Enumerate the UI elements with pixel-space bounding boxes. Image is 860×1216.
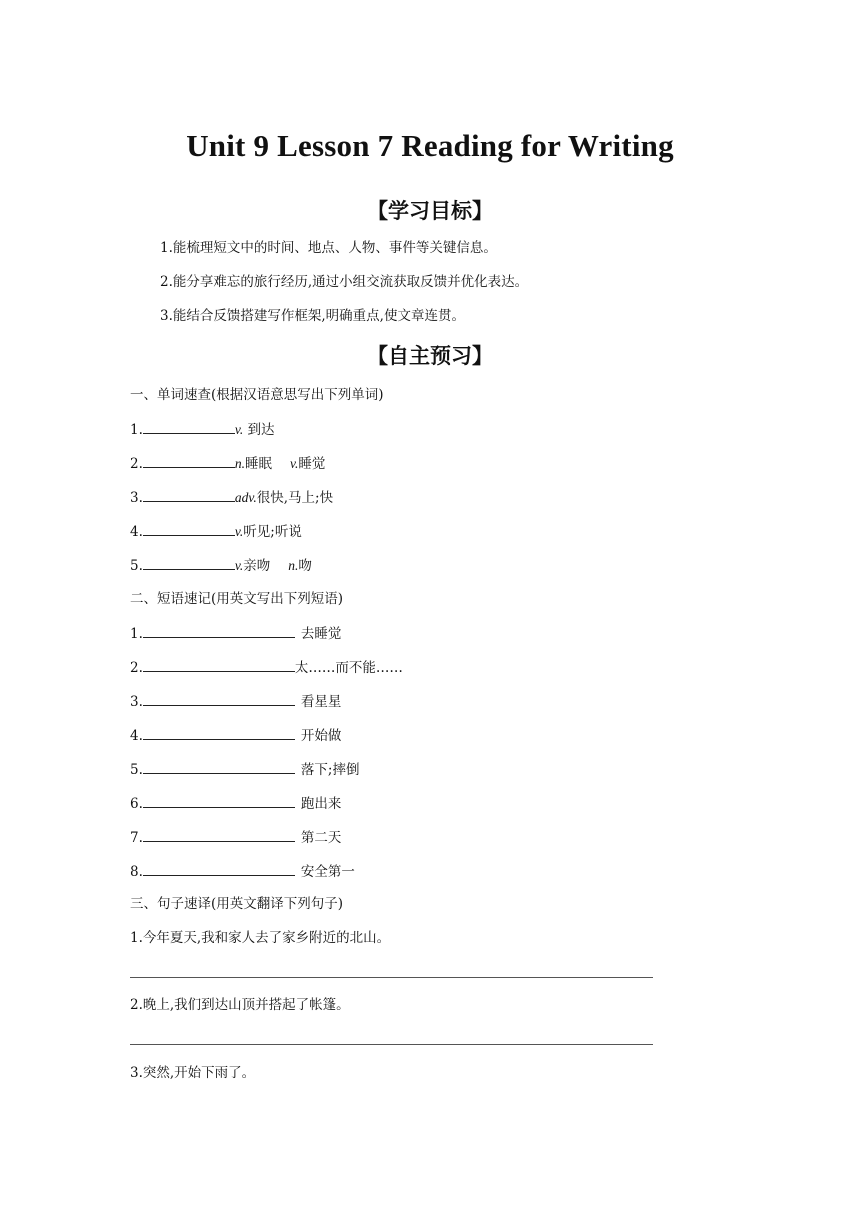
item-number: 5. [130, 762, 143, 778]
answer-blank[interactable] [143, 555, 235, 570]
phrase-meaning: 第二天 [300, 830, 342, 846]
phrase-meaning: 安全第一 [300, 864, 355, 880]
vocab-heading: 一、单词速查(根据汉语意思写出下列单词) [130, 387, 384, 403]
definition: 吻 [298, 558, 312, 574]
part-of-speech: v. [290, 456, 299, 471]
item-number: 4. [130, 728, 143, 744]
item-number: 8. [130, 864, 143, 880]
phrase-meaning: 看星星 [300, 694, 342, 710]
phrase-meaning: 落下;摔倒 [300, 762, 360, 778]
definition: 亲吻 [243, 558, 271, 574]
sentence-item: 2.晚上,我们到达山顶并搭起了帐篷。 [130, 997, 350, 1013]
item-number: 2. [130, 660, 143, 676]
sentence-item: 3.突然,开始下雨了。 [130, 1065, 256, 1081]
answer-line[interactable] [130, 1044, 653, 1045]
answer-blank[interactable] [143, 759, 295, 774]
vocab-item [130, 487, 333, 508]
answer-blank[interactable] [143, 861, 295, 876]
objective-item: 2.能分享难忘的旅行经历,通过小组交流获取反馈并优化表达。 [160, 274, 529, 290]
vocab-item [130, 453, 325, 474]
objective-item: 1.能梳理短文中的时间、地点、人物、事件等关键信息。 [160, 240, 497, 256]
phrase-meaning: 开始做 [300, 728, 342, 744]
page-title: Unit 9 Lesson 7 Reading for Writing [186, 128, 674, 163]
answer-blank[interactable] [143, 827, 295, 842]
item-number: 2. [130, 456, 143, 472]
phrase-meaning: 跑出来 [300, 796, 342, 812]
part-of-speech: v. [234, 524, 244, 539]
item-number: 6. [130, 796, 143, 812]
definition: 睡觉 [298, 456, 326, 472]
phrase-meaning: 太……而不能…… [294, 660, 403, 676]
phrase-item [130, 759, 359, 780]
part-of-speech: n. [234, 456, 246, 471]
item-number: 7. [130, 830, 143, 846]
part-of-speech: v. [234, 558, 244, 573]
answer-blank[interactable] [143, 691, 295, 706]
vocab-item [130, 521, 302, 542]
item-number: 3. [130, 490, 143, 506]
answer-blank[interactable] [143, 623, 295, 638]
answer-blank[interactable] [143, 657, 295, 672]
vocab-item [130, 555, 312, 576]
definition: 听见;听说 [243, 524, 302, 540]
phrase-item [130, 657, 403, 678]
phrase-item [130, 827, 341, 848]
answer-blank[interactable] [143, 521, 235, 536]
sentences-heading: 三、句子速译(用英文翻译下列句子) [130, 896, 344, 912]
answer-blank[interactable] [143, 487, 235, 502]
definition: 很快,马上;快 [256, 490, 334, 506]
objectives-heading: 【学习目标】 [367, 199, 493, 223]
answer-blank[interactable] [143, 725, 295, 740]
item-number: 1. [130, 422, 143, 438]
part-of-speech: adv. [234, 490, 257, 505]
objective-item: 3.能结合反馈搭建写作框架,明确重点,使文章连贯。 [160, 308, 465, 324]
definition: 睡眠 [245, 456, 273, 472]
part-of-speech: n. [288, 558, 299, 573]
definition: 到达 [243, 422, 275, 438]
sentence-item: 1.今年夏天,我和家人去了家乡附近的北山。 [130, 930, 391, 946]
part-of-speech: v. [234, 422, 244, 437]
phrases-heading: 二、短语速记(用英文写出下列短语) [130, 591, 344, 607]
phrase-item [130, 623, 341, 644]
answer-blank[interactable] [143, 793, 295, 808]
item-number: 1. [130, 626, 143, 642]
phrase-item [130, 691, 341, 712]
answer-blank[interactable] [143, 419, 235, 434]
phrase-item [130, 793, 341, 814]
item-number: 5. [130, 558, 143, 574]
item-number: 3. [130, 694, 143, 710]
answer-blank[interactable] [143, 453, 235, 468]
item-number: 4. [130, 524, 143, 540]
answer-line[interactable] [130, 977, 653, 978]
phrase-meaning: 去睡觉 [300, 626, 342, 642]
phrase-item [130, 861, 355, 882]
preview-heading: 【自主预习】 [367, 344, 493, 368]
vocab-item [130, 419, 275, 440]
phrase-item [130, 725, 341, 746]
